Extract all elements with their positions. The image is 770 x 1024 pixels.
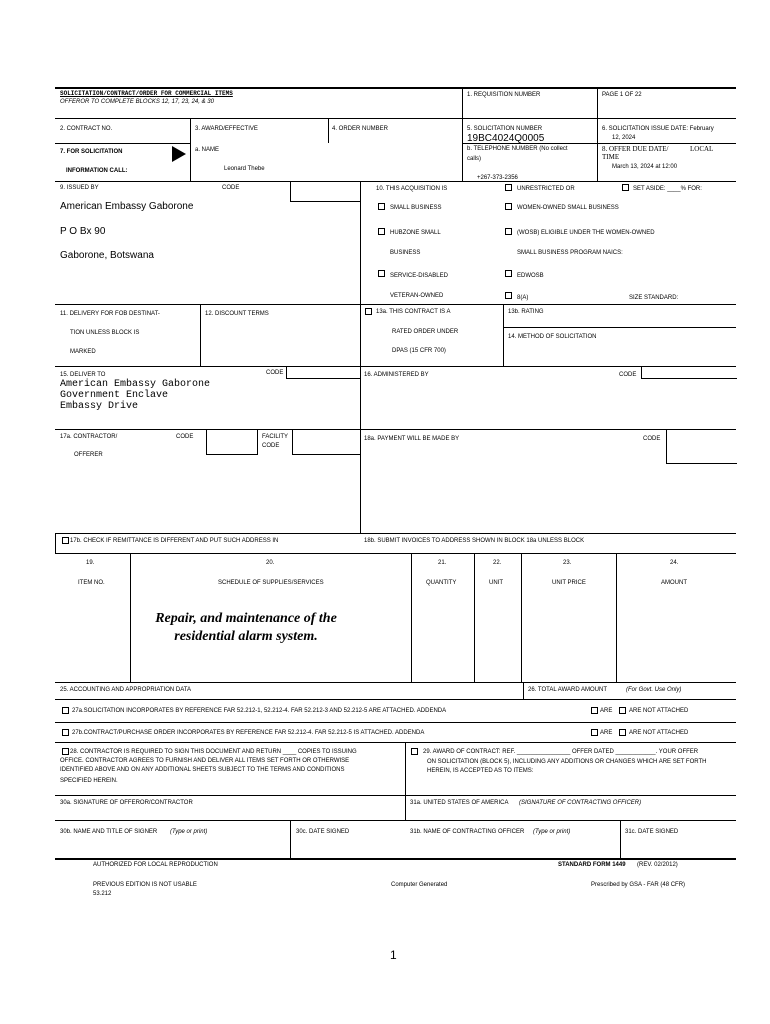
issued-by-label: 9. ISSUED BY [60, 185, 99, 191]
wosb-eligible-label: (WOSB) ELIGIBLE UNDER THE WOMEN-OWNED [517, 230, 655, 236]
rule [411, 553, 412, 682]
solicitation-number-value: 19BC4024Q0005 [467, 133, 545, 144]
sdvosb-checkbox[interactable] [378, 270, 385, 277]
contact-name: Leonard Thebe [224, 166, 265, 172]
rule [405, 742, 406, 820]
issued-by-line2: P O Bx 90 [60, 226, 106, 237]
rule [462, 87, 463, 118]
clause-28-line3: IDENTIFIED ABOVE AND ON ANY ADDITIONAL SHEETS SUBJECT TO THE TERMS AND CONDITIONS [60, 767, 345, 773]
facility-code-box[interactable] [292, 429, 361, 455]
27a-are-checkbox[interactable] [591, 707, 598, 714]
clause-29-line3: HEREIN, IS ACCEPTED AS TO ITEMS: [427, 768, 534, 774]
standard-form-text: STANDARD FORM 1449 [558, 862, 626, 868]
solicitation-number-label: 5. SOLICITATION NUMBER [467, 126, 543, 132]
issue-date-value: 12, 2024 [612, 135, 636, 141]
usa-signature-note: (SIGNATURE OF CONTRACTING OFFICER) [519, 800, 642, 806]
deliver-address-line1: American Embassy Gaborone [60, 379, 211, 390]
offer-due-time: TIME [602, 153, 620, 161]
telephone-label-2: calls) [467, 156, 482, 162]
item-description-line2: residential alarm system. [174, 629, 318, 644]
issued-code-label: CODE [222, 185, 240, 191]
facility-code-label: CODE [262, 443, 280, 449]
delivery-label: 11. DELIVERY FOR FOB DESTINAT- [60, 311, 160, 317]
accounting-label: 25. ACCOUNTING AND APPROPRIATION DATA [60, 687, 192, 693]
col-amount: AMOUNT [661, 580, 687, 586]
edwosb-label: EDWOSB [517, 273, 544, 279]
hubzone-checkbox[interactable] [378, 228, 385, 235]
eight-a-label: 8(A) [517, 295, 529, 301]
delivery-label-3: MARKED [70, 349, 96, 355]
far-code-text: 53.212 [93, 891, 112, 897]
officer-date-label: 31c. DATE SIGNED [625, 829, 679, 835]
contracting-officer-note: (Type or print) [533, 829, 571, 835]
rule [55, 143, 190, 144]
col-22-number: 22. [493, 560, 502, 566]
size-standard-label: SIZE STANDARD: [629, 295, 679, 301]
rule [55, 533, 56, 553]
offer-due-value: March 13, 2024 at 12:00 [612, 164, 678, 170]
set-aside-checkbox[interactable] [622, 184, 629, 191]
col-unit: UNIT [489, 580, 503, 586]
rated-order-label: 13a. THIS CONTRACT IS A [376, 309, 451, 315]
delivery-label-2: TION UNLESS BLOCK IS [70, 330, 140, 336]
col-24-number: 24. [670, 560, 679, 566]
deliver-address-line3: Embassy Drive [60, 401, 139, 412]
form-title: SOLICITATION/CONTRACT/ORDER FOR COMMERCIAL ITEMS [60, 90, 233, 97]
deliver-code-box[interactable] [286, 366, 361, 379]
rule [620, 820, 621, 858]
form-bottom-border [55, 858, 736, 860]
contractor-code-label: CODE [176, 434, 194, 440]
col-20-number: 20. [266, 560, 275, 566]
offerer-label: OFFERER [74, 452, 103, 458]
rule [360, 181, 361, 533]
issued-code-box[interactable] [290, 181, 361, 202]
unrestricted-checkbox[interactable] [505, 184, 512, 191]
rule [328, 118, 329, 143]
col-23-number: 23. [563, 560, 572, 566]
hubzone-label: HUBZONE SMALL [390, 230, 441, 236]
authorized-text: AUTHORIZED FOR LOCAL REPRODUCTION [93, 862, 218, 868]
col-schedule: SCHEDULE OF SUPPLIES/SERVICES [218, 580, 324, 586]
wosb-checkbox[interactable] [505, 203, 512, 210]
rule [55, 429, 736, 430]
rule [55, 533, 736, 534]
telephone-label: b. TELEPHONE NUMBER (No collect [467, 146, 568, 152]
total-award-note: (For Govt. Use Only) [626, 687, 682, 693]
rule [55, 682, 736, 683]
information-call-label: INFORMATION CALL: [66, 168, 128, 174]
signer-name-label: 30b. NAME AND TITLE OF SIGNER [60, 829, 158, 835]
page-number: 1 [390, 948, 397, 962]
discount-terms-label: 12. DISCOUNT TERMS [205, 311, 269, 317]
small-business-label: SMALL BUSINESS [390, 205, 442, 211]
clause-28-line2: OFFICE. CONTRACTOR AGREES TO FURNISH AND DELIVER ALL ITEMS SET FORTH OR OTHERWISE [60, 758, 350, 764]
edwosb-checkbox[interactable] [505, 270, 512, 277]
requisition-label: 1. REQUISITION NUMBER [467, 92, 541, 98]
deliver-to-label: 15. DELIVER TO [60, 372, 106, 378]
27b-are-not-label: ARE NOT ATTACHED [629, 730, 689, 736]
wosb-eligible-checkbox[interactable] [505, 228, 512, 235]
col-21-number: 21. [438, 560, 447, 566]
eight-a-checkbox[interactable] [505, 292, 512, 299]
27b-are-label: ARE [600, 730, 613, 736]
arrow-right-icon [172, 146, 186, 162]
col-19-number: 19. [86, 560, 95, 566]
usa-label: 31a. UNITED STATES OF AMERICA [410, 800, 509, 806]
total-award-label: 26. TOTAL AWARD AMOUNT [528, 687, 608, 693]
rule [597, 87, 598, 118]
rated-order-label-2: RATED ORDER UNDER [392, 329, 459, 335]
27b-are-checkbox[interactable] [591, 729, 598, 736]
clause-28-checkbox[interactable] [62, 748, 69, 755]
contractor-code-box[interactable] [206, 429, 258, 455]
rule [597, 118, 598, 181]
administered-by-label: 16. ADMINISTERED BY [364, 372, 429, 378]
issue-date-label: 6. SOLICITATION ISSUE DATE: February [602, 126, 714, 132]
acquisition-label: 10. THIS ACQUISITION IS [376, 186, 448, 192]
submit-invoices-label: 18b. SUBMIT INVOICES TO ADDRESS SHOWN IN BLOCK 18a UNLESS BLOCK [364, 538, 585, 544]
rule [55, 795, 736, 796]
veteran-label: VETERAN-OWNED [390, 293, 444, 299]
rule [290, 820, 291, 858]
clause-29-line1: 29. AWARD OF CONTRACT: REF. ________________ OFFER DATED ____________. YOUR OFFER [423, 749, 699, 755]
rule [55, 181, 736, 182]
set-aside-label: SET ASIDE: ____% FOR: [633, 186, 702, 192]
rule [503, 304, 504, 366]
item-description-line1: Repair, and maintenance of the [155, 611, 337, 626]
unrestricted-label: UNRESTRICTED OR [517, 186, 575, 192]
issued-by-line1: American Embassy Gaborone [60, 201, 194, 212]
standard-form-revision: (REV. 02/2012) [637, 862, 678, 868]
previous-edition-text: PREVIOUS EDITION IS NOT USABLE [93, 882, 197, 888]
col-unit-price: UNIT PRICE [552, 580, 586, 586]
for-solicitation-label: 7. FOR SOLICITATION [60, 149, 123, 155]
clause-27b-checkbox[interactable] [62, 729, 69, 736]
rated-order-label-3: DPAS (15 CFR 700) [392, 348, 446, 354]
rule [55, 553, 736, 554]
administered-code-label: CODE [619, 372, 637, 378]
name-label: a. NAME [195, 147, 220, 153]
facility-label: FACILITY [262, 434, 289, 440]
27a-are-label: ARE [600, 708, 613, 714]
computer-generated-text: Computer Generated [391, 882, 448, 888]
27a-are-not-checkbox[interactable] [619, 707, 626, 714]
signer-name-note: (Type or print) [170, 829, 208, 835]
remittance-label: 17b. CHECK IF REMITTANCE IS DIFFERENT AND PUT SUCH ADDRESS IN [70, 538, 279, 544]
rule [616, 553, 617, 682]
wosb-label: WOMEN-OWNED SMALL BUSINESS [517, 205, 619, 211]
rule [190, 118, 191, 181]
rule [55, 722, 736, 723]
clause-29-line2: ON SOLICITATION (BLOCK 5), INCLUDING ANY ADDITIONS OR CHANGES WHICH ARE SET FORTH [427, 759, 707, 765]
business-label: BUSINESS [390, 250, 421, 256]
contracting-officer-label: 31b. NAME OF CONTRACTING OFFICER [410, 829, 525, 835]
27b-are-not-checkbox[interactable] [619, 729, 626, 736]
rule [462, 118, 463, 181]
issued-by-line3: Gaborone, Botswana [60, 250, 154, 261]
item-description [136, 610, 356, 646]
contract-no-label: 2. CONTRACT NO. [60, 126, 113, 132]
rule [55, 366, 736, 367]
remittance-checkbox[interactable] [62, 537, 69, 544]
contractor-label: 17a. CONTRACTOR/ [60, 434, 118, 440]
sdvosb-label: SERVICE-DISABLED [390, 273, 448, 279]
signer-date-label: 30c. DATE SIGNED [296, 829, 350, 835]
clause-27b-text: 27b.CONTRACT/PURCHASE ORDER INCORPORATES BY REFERENCE FAR 52.212-4. FAR 52.212-5 IS ATTACHED. ADDENDA [72, 730, 425, 736]
offer-due-label: 8. OFFER DUE DATE/ [602, 145, 669, 153]
administered-code-box[interactable] [641, 366, 737, 379]
rule [200, 304, 201, 366]
rule [55, 820, 736, 821]
col-item-no: ITEM NO. [78, 580, 105, 586]
rule [503, 327, 736, 328]
deliver-address-line2: Government Enclave [60, 390, 169, 401]
rated-order-checkbox[interactable] [365, 308, 372, 315]
payment-code-label: CODE [643, 436, 661, 442]
rule [55, 304, 736, 305]
rule [130, 553, 131, 682]
payment-label: 18a. PAYMENT WILL BE MADE BY [364, 436, 460, 442]
clause-28-line4: SPECIFIED HEREIN. [60, 778, 118, 784]
rule [521, 553, 522, 682]
telephone-value: +267-373-2356 [477, 175, 518, 181]
offeror-signature-label: 30a. SIGNATURE OF OFFEROR/CONTRACTOR [60, 800, 193, 806]
col-quantity: QUANTITY [426, 580, 457, 586]
prescribed-text: Prescribed by GSA - FAR (48 CFR) [591, 882, 686, 888]
form-top-border [55, 87, 736, 89]
rule [523, 682, 524, 699]
rule [55, 699, 736, 700]
sb-program-label: SMALL BUSINESS PROGRAM NAICS: [517, 250, 623, 256]
27a-are-not-label: ARE NOT ATTACHED [629, 708, 689, 714]
order-number-label: 4. ORDER NUMBER [332, 126, 389, 132]
rating-label: 13b. RATING [508, 309, 544, 315]
award-label: 3. AWARD/EFFECTIVE [195, 126, 258, 132]
method-label: 14. METHOD OF SOLICITATION [508, 334, 597, 340]
page-count: PAGE 1 OF 22 [602, 92, 642, 98]
clause-29-checkbox[interactable] [411, 748, 418, 755]
offer-due-local: LOCAL [690, 145, 714, 153]
clause-27a-text: 27a.SOLICITATION INCORPORATES BY REFERENCE FAR 52.212-1, 52.212-4. FAR 52.212-3 AND 52.212-5 ARE ATTACHED. ADDENDA [72, 708, 447, 714]
small-business-checkbox[interactable] [378, 203, 385, 210]
form-subtitle: OFFEROR TO COMPLETE BLOCKS 12, 17, 23, 24, & 30 [60, 99, 214, 105]
clause-28-line1: 28. CONTRACTOR IS REQUIRED TO SIGN THIS DOCUMENT AND RETURN ____ COPIES TO ISSUING [70, 749, 357, 755]
clause-27a-checkbox[interactable] [62, 707, 69, 714]
payment-code-box[interactable] [666, 429, 737, 464]
deliver-code-label: CODE [266, 370, 284, 376]
rule [55, 742, 736, 743]
rule [474, 553, 475, 682]
rule [55, 118, 736, 119]
